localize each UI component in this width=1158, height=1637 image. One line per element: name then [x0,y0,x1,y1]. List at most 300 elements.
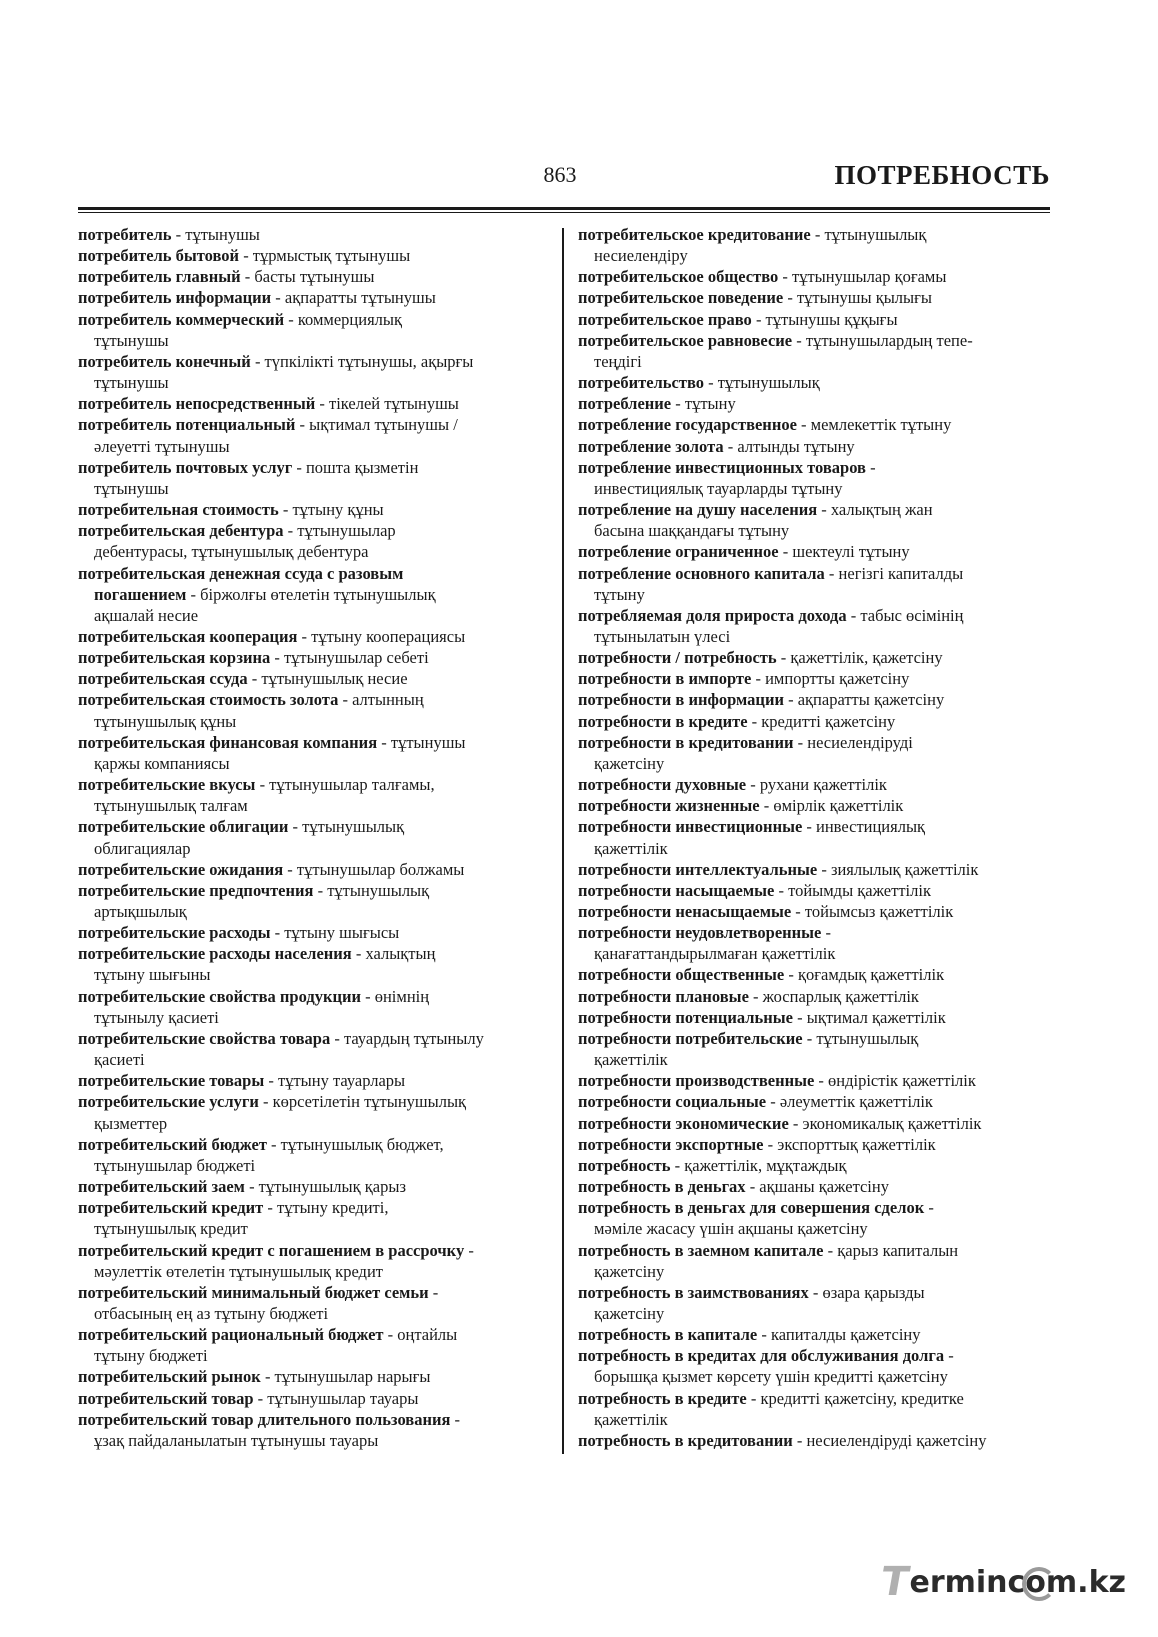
running-head: ПОТРЕБНОСТЬ [834,160,1050,190]
dictionary-entry-line [578,943,1048,964]
dictionary-entry-line [78,1070,548,1091]
dictionary-entry-line [578,393,1048,414]
entry-term: потребитель конечный [78,351,251,371]
entry-translation: облигациялар [94,838,191,858]
entry-translation: - ықтимал тұтынушы / [295,415,458,435]
entry-term: потребительские облигации [78,817,289,837]
entry-term: потребность в капитале [578,1325,758,1345]
entry-translation: - несиелендіруді [793,732,913,752]
entry-translation: - қоғамдық қажеттілік [784,965,945,985]
dictionary-entry-line [78,541,548,562]
dictionary-entry-line [578,922,1048,943]
entry-translation: тұтынушы [94,478,169,498]
entry-term: потребительское общество [578,267,779,287]
dictionary-entry-line [78,478,548,499]
dictionary-entry-line [78,838,548,859]
dictionary-entry-line [578,372,1048,393]
entry-translation: - көрсетілетін тұтынушылық [258,1092,467,1112]
entry-term: потребность в деньгах [578,1177,746,1197]
entry-term: потребности потенциальные [578,1007,793,1027]
entry-term: потребности интеллектуальные [578,859,818,879]
entry-term: потребительская дебентура [78,521,284,541]
entry-term: потребительские вкусы [78,775,256,795]
entry-translation: қызметтер [94,1113,168,1133]
entry-translation: - тұтынушылық [704,373,820,393]
entry-term: потребление [578,394,672,414]
entry-term: потребительские свойства товара [78,1028,331,1048]
dictionary-entry-line [578,1028,1048,1049]
entry-term: потребности духовные [578,775,747,795]
entry-translation: - тұтынушылық қарыз [244,1177,406,1197]
entry-translation: - тұтынушылар себеті [270,648,429,668]
termincom-watermark [877,1559,1126,1605]
entry-translation: - негізгі капиталды [824,563,964,583]
entry-translation: - тұтынушы құқығы [751,309,898,329]
dictionary-entry-line [78,1303,548,1324]
left-column [78,224,548,1451]
dictionary-entry-line [578,245,1048,266]
entry-translation: мәулеттік өтелетін тұтынушылық кредит [94,1261,383,1281]
entry-term: потребительское равновесие [578,330,793,350]
entry-translation: тұтыну [594,584,645,604]
entry-translation: - шектеулі тұтыну [778,542,910,562]
dictionary-entry-line [578,1155,1048,1176]
entry-term: потребление инвестиционных товаров [578,457,866,477]
dictionary-entry-line [78,626,548,647]
dictionary-entry-line [78,753,548,774]
dictionary-entry-line [78,1261,548,1282]
entry-translation: - тұтынушылар тауары [253,1388,419,1408]
dictionary-entry-line [578,1366,1048,1387]
entry-translation: - [450,1409,461,1429]
dictionary-entry-line [578,816,1048,837]
entry-term: потребительское кредитование [578,225,811,244]
entry-translation: - тұтынушылық бюджет, [266,1134,444,1154]
entry-translation: - қажеттілік, қажетсіну [776,648,943,668]
entry-translation: - қарыз капиталын [823,1240,959,1260]
entry-term: потребности в кредитовании [578,732,794,752]
entry-term: потребительская корзина [78,648,271,668]
dictionary-entry-line [78,647,548,668]
dictionary-entry-line [78,816,548,837]
entry-translation: - [924,1198,934,1218]
entry-translation: - экспорттық қажеттілік [763,1134,936,1154]
entry-translation: - тұтынушылар нарығы [260,1367,431,1387]
entry-translation: тұтынылу қасиеті [94,1007,219,1027]
entry-translation: қажетсіну [594,1261,665,1281]
entry-term: потребление ограниченное [578,542,779,562]
header-rule-thick [78,207,1050,210]
entry-translation: - тұтынушылар болжамы [283,859,465,879]
entry-translation: - [428,1282,439,1302]
entry-translation: - алтынның [338,690,424,710]
entry-translation: тұтыну шығыны [94,965,211,985]
dictionary-entry-line [78,859,548,880]
entry-term: потребитель непосредственный [78,394,316,414]
entry-translation: - зиялылық қажеттілік [817,859,979,879]
entry-translation: - алтынды тұтыну [723,436,855,456]
entry-translation: әлеуетті тұтынушы [94,436,230,456]
dictionary-entry-line [578,647,1048,668]
entry-translation: - ақпаратты тұтынушы [271,288,436,308]
entry-translation: қажеттілік [594,1050,668,1070]
dictionary-entry-line [78,1409,548,1430]
dictionary-entry-line [578,986,1048,1007]
entry-term: потребности неудовлетворенные [578,923,822,943]
dictionary-entry-line [78,1366,548,1387]
entry-translation: - мемлекеттік тұтыну [796,415,952,435]
entry-term: потребности плановые [578,986,749,1006]
entry-term: потребительские свойства продукции [78,986,361,1006]
entry-term: потребительские ожидания [78,859,284,879]
dictionary-entry-line [578,880,1048,901]
dictionary-entry-line [578,457,1048,478]
entry-translation: - ақпаратты қажетсіну [783,690,945,710]
entry-translation: - тұтынушылардың тепе- [792,330,973,350]
entry-translation: тұтыну бюджеті [94,1346,208,1366]
entry-term: потребительский рациональный бюджет [78,1325,384,1345]
dictionary-entry-line [578,520,1048,541]
entry-term: потребительная стоимость [78,500,279,520]
column-divider [562,228,564,1454]
dictionary-entry-line [78,1113,548,1134]
entry-term: потребительский заем [78,1177,245,1197]
dictionary-entry-line [78,986,548,1007]
entry-translation: - тұтынушылар талғамы, [255,775,435,795]
entry-term: потребление основного капитала [578,563,825,583]
entry-term: потребительское право [578,309,752,329]
entry-term: потребность в деньгах для совершения сделок [578,1198,925,1218]
entry-translation: - тойымсыз қажеттілік [791,902,954,921]
entry-term: потребительство [578,373,704,393]
dictionary-entry-line [78,1049,548,1070]
dictionary-entry-line [578,266,1048,287]
entry-translation: - несиелендіруді қажетсіну [792,1430,987,1450]
entry-term: потребность в кредите [578,1388,747,1408]
dictionary-entry-line [578,1134,1048,1155]
entry-term: потребление государственное [578,415,797,435]
dictionary-entry-line [578,541,1048,562]
dictionary-entry-line [78,393,548,414]
entry-translation: - өнімнің [360,986,430,1006]
dictionary-entry-line [578,1345,1048,1366]
dictionary-entry-line [78,1197,548,1218]
entry-translation: - тұтыну [671,394,736,414]
dictionary-entry-line [78,414,548,435]
entry-term: потребности экспортные [578,1134,764,1154]
dictionary-entry-line [78,584,548,605]
entry-translation: теңдігі [594,351,642,371]
dictionary-entry-line [78,351,548,372]
dictionary-entry-line [78,499,548,520]
entry-translation: артықшылық [94,902,187,921]
dictionary-entry-line [78,1240,548,1261]
dictionary-entry-line [78,689,548,710]
entry-translation: - өмірлік қажеттілік [759,796,904,816]
dictionary-entry-line [578,668,1048,689]
entry-translation: тұтынушы [94,330,169,350]
entry-translation: - тұтынушылық [810,225,927,244]
entry-translation: қажеттілік [594,838,668,858]
dictionary-entry-line [578,1240,1048,1261]
entry-translation: - қажеттілік, мұқтаждық [670,1155,847,1175]
entry-term: потребитель главный [78,267,241,287]
entry-translation: қанағаттандырылмаған қажеттілік [594,944,836,964]
dictionary-entry-line [78,287,548,308]
dictionary-entry-line [578,330,1048,351]
entry-term: погашением [94,584,187,604]
dictionary-entry-line [578,351,1048,372]
entry-term: потребительские расходы населения [78,944,352,964]
entry-translation: - коммерциялық [284,309,403,329]
page-number: 863 [543,162,577,187]
dictionary-entry-line [578,1430,1048,1451]
entry-translation: - тұтынушылар қоғамы [778,267,947,287]
entry-translation: ақшалай несие [94,605,199,625]
entry-term: потребительский товар длительного пользования [78,1409,451,1429]
entry-translation: дебентурасы, тұтынушылық дебентура [94,542,369,562]
entry-translation: - кредитті қажетсіну [747,711,896,731]
dictionary-entry-line [78,563,548,584]
dictionary-entry-line [78,1134,548,1155]
dictionary-entry-line [78,1430,548,1451]
header-rule-thin [78,212,1050,213]
dictionary-entry-line [578,838,1048,859]
entry-translation: - тұтынушылар [283,521,396,541]
entry-term: потребности насыщаемые [578,880,775,900]
entry-translation: қажетсіну [594,753,665,773]
dictionary-entry-line [78,880,548,901]
entry-term: потребности производственные [578,1071,815,1091]
entry-translation: - тұтынушы қылығы [783,288,932,308]
entry-translation: тұтынушылар бюджеті [94,1155,256,1175]
entry-translation: - капиталды қажетсіну [757,1325,921,1345]
entry-term: потребляемая доля прироста дохода [578,605,847,625]
entry-translation: - [464,1240,474,1260]
entry-term: потребитель информации [78,288,272,308]
entry-term: потребительский кредит с погашением в рассрочку [78,1240,465,1260]
dictionary-entry-line [78,1324,548,1345]
entry-translation: ұзақ пайдаланылатын тұтынушы тауары [94,1430,379,1450]
entry-term: потребительский рынок [78,1367,261,1387]
entry-translation: - инвестициялық [802,817,926,837]
entry-translation: - өндірістік қажеттілік [814,1071,976,1091]
entry-translation: - пошта қызметін [292,457,419,477]
entry-translation: - халықтың [351,944,436,964]
dictionary-entry-line [578,478,1048,499]
entry-term: потребности / потребность [578,648,777,668]
entry-translation: - тұрмыстық тұтынушы [239,246,411,266]
entry-translation: тұтынушылық кредит [94,1219,248,1239]
entry-term: потребительский бюджет [78,1134,267,1154]
dictionary-entry-line [578,436,1048,457]
dictionary-entry-line [578,1007,1048,1028]
dictionary-entry-line [578,711,1048,732]
entry-translation: - [944,1346,954,1366]
entry-term: потребительские услуги [78,1092,259,1112]
entry-translation: тұтынушылық құны [94,711,237,731]
entry-term: потребительский товар [78,1388,254,1408]
dictionary-entry-line [578,859,1048,880]
entry-term: потребительские расходы [78,923,271,943]
entry-translation: - тұтыну кооперациясы [297,626,466,646]
dictionary-entry-line [578,1070,1048,1091]
dictionary-entry-line [78,224,548,245]
entry-translation: - басты тұтынушы [240,267,375,287]
dictionary-entry-line [578,1218,1048,1239]
dictionary-entry-line [78,1282,548,1303]
entry-term: потребности экономические [578,1113,789,1133]
dictionary-entry-line [78,795,548,816]
dictionary-entry-line [78,964,548,985]
dictionary-entry-line [78,372,548,393]
dictionary-entry-line [578,964,1048,985]
entry-translation: - халықтың жан [817,500,933,520]
entry-translation: - экономикалық қажеттілік [788,1113,982,1133]
entry-translation: - тұтыну тауарлары [264,1071,406,1091]
entry-translation: - тұтынушылық несие [247,669,408,689]
dictionary-entry-line [578,1176,1048,1197]
entry-translation: қасиеті [94,1050,145,1070]
dictionary-entry-line [78,309,548,330]
entry-translation: - рухани қажеттілік [746,775,887,795]
entry-term: потребности в импорте [578,669,752,689]
dictionary-entry-line [78,520,548,541]
dictionary-entry-line [78,732,548,753]
dictionary-entry-line [578,1303,1048,1324]
entry-term: потребности потребительские [578,1028,803,1048]
entry-term: потребительские предпочтения [78,880,314,900]
entry-translation: - тұтыну шығысы [270,923,400,943]
dictionary-entry-line [578,795,1048,816]
dictionary-entry-line [578,309,1048,330]
entry-term: потребность в кредитах для обслуживания долга [578,1346,945,1366]
entry-term: потребитель бытовой [78,246,240,266]
dictionary-entry-line [578,732,1048,753]
dictionary-entry-line [78,457,548,478]
dictionary-entry-line [78,668,548,689]
dictionary-entry-line [78,1345,548,1366]
dictionary-entry-line [578,563,1048,584]
dictionary-entry-line [578,1388,1048,1409]
entry-term: потребительские товары [78,1071,265,1091]
entry-translation: - тауардың тұтынылу [330,1028,484,1048]
entry-term: потребление на душу населения [578,500,818,520]
dictionary-entry-line [78,711,548,732]
entry-translation: тұтынылатын үлесі [594,626,731,646]
entry-translation: - әлеуметтік қажеттілік [766,1092,933,1112]
entry-term: потребность в заимствованиях [578,1282,809,1302]
entry-term: потребительская денежная ссуда с разовым [78,563,404,583]
entry-translation: - тұтыну кредиті, [263,1198,389,1218]
dictionary-entry-line [578,689,1048,710]
entry-term: потребитель [78,225,172,244]
entry-term: потребительский кредит [78,1198,264,1218]
entry-translation: - табыс өсімінің [846,605,964,625]
entry-term: потребитель потенциальный [78,415,296,435]
entry-translation: басына шаққандағы тұтыну [594,521,790,541]
dictionary-entry-line [78,1091,548,1112]
entry-translation: - импортты қажетсіну [751,669,910,689]
entry-translation: - тұтыну құны [278,500,384,520]
dictionary-entry-line [578,1113,1048,1134]
entry-translation: инвестициялық тауарларды тұтыну [594,478,843,498]
entry-term: потребность в кредитовании [578,1430,793,1450]
entry-translation: - жоспарлық қажеттілік [748,986,919,1006]
entry-translation: - кредитті қажетсіну, кредитке [746,1388,964,1408]
entry-term: потребительская финансовая компания [78,732,378,752]
dictionary-entry-line [78,1388,548,1409]
entry-translation: қаржы компаниясы [94,753,230,773]
dictionary-entry-line [578,605,1048,626]
entry-term: потребности ненасыщаемые [578,902,792,921]
dictionary-entry-line [578,499,1048,520]
dictionary-entry-line [578,1049,1048,1070]
entry-translation: - түпкілікті тұтынушы, ақырғы [250,351,474,371]
entry-term: потребности социальные [578,1092,767,1112]
entry-translation: - тұтынушы [377,732,466,752]
dictionary-entry-line [78,1218,548,1239]
dictionary-entry-line [578,224,1048,245]
entry-translation: - ықтимал қажеттілік [793,1007,946,1027]
entry-translation: тұтынушылық талғам [94,796,248,816]
watermark-text-2: m.kz [1045,1564,1126,1600]
entry-translation: - ақшаны қажетсіну [745,1177,889,1197]
entry-translation: - тойымды қажеттілік [774,880,931,900]
entry-translation: - өзара қарызды [808,1282,925,1302]
entry-term: потребительская ссуда [78,669,248,689]
dictionary-entry-line [78,922,548,943]
entry-translation: - тікелей тұтынушы [315,394,459,414]
dictionary-entry-line [78,943,548,964]
entry-translation: - [821,923,831,943]
entry-term: потребности в кредите [578,711,748,731]
dictionary-entry-line [578,1409,1048,1430]
dictionary-entry-line [78,1176,548,1197]
dictionary-entry-line [578,1324,1048,1345]
dictionary-entry-line [578,901,1048,922]
entry-translation: - тұтынушылық [313,880,430,900]
entry-translation: қажеттілік [594,1409,668,1429]
entry-term: потребность в заемном капитале [578,1240,824,1260]
watermark-ring: o [1025,1564,1046,1600]
dictionary-entry-line [78,774,548,795]
entry-translation: - [865,457,876,477]
entry-translation: - оңтайлы [383,1325,458,1345]
entry-term: потребительский минимальный бюджет семьи [78,1282,429,1302]
watermark-t: T [877,1559,913,1605]
entry-term: потребности в информации [578,690,784,710]
dictionary-entry-line [78,436,548,457]
dictionary-entry-line [578,1282,1048,1303]
dictionary-entry-line [578,1197,1048,1218]
entry-translation: - тұтынушылық [802,1028,919,1048]
entry-translation: мәміле жасасу үшін ақшаны қажетсіну [594,1219,868,1239]
watermark-text-1: erminc [909,1564,1026,1600]
entry-translation: - тұтынушы [171,225,260,244]
right-column [578,224,1048,1451]
entry-translation: қажетсіну [594,1303,665,1323]
entry-term: потребительская кооперация [78,626,298,646]
dictionary-entry-line [578,1261,1048,1282]
dictionary-entry-line [78,1028,548,1049]
dictionary-entry-line [78,1155,548,1176]
entry-translation: несиелендіру [594,246,688,266]
entry-term: потребность [578,1155,671,1175]
entry-term: потребительская стоимость золота [78,690,339,710]
dictionary-entry-line [78,330,548,351]
dictionary-entry-line [578,753,1048,774]
